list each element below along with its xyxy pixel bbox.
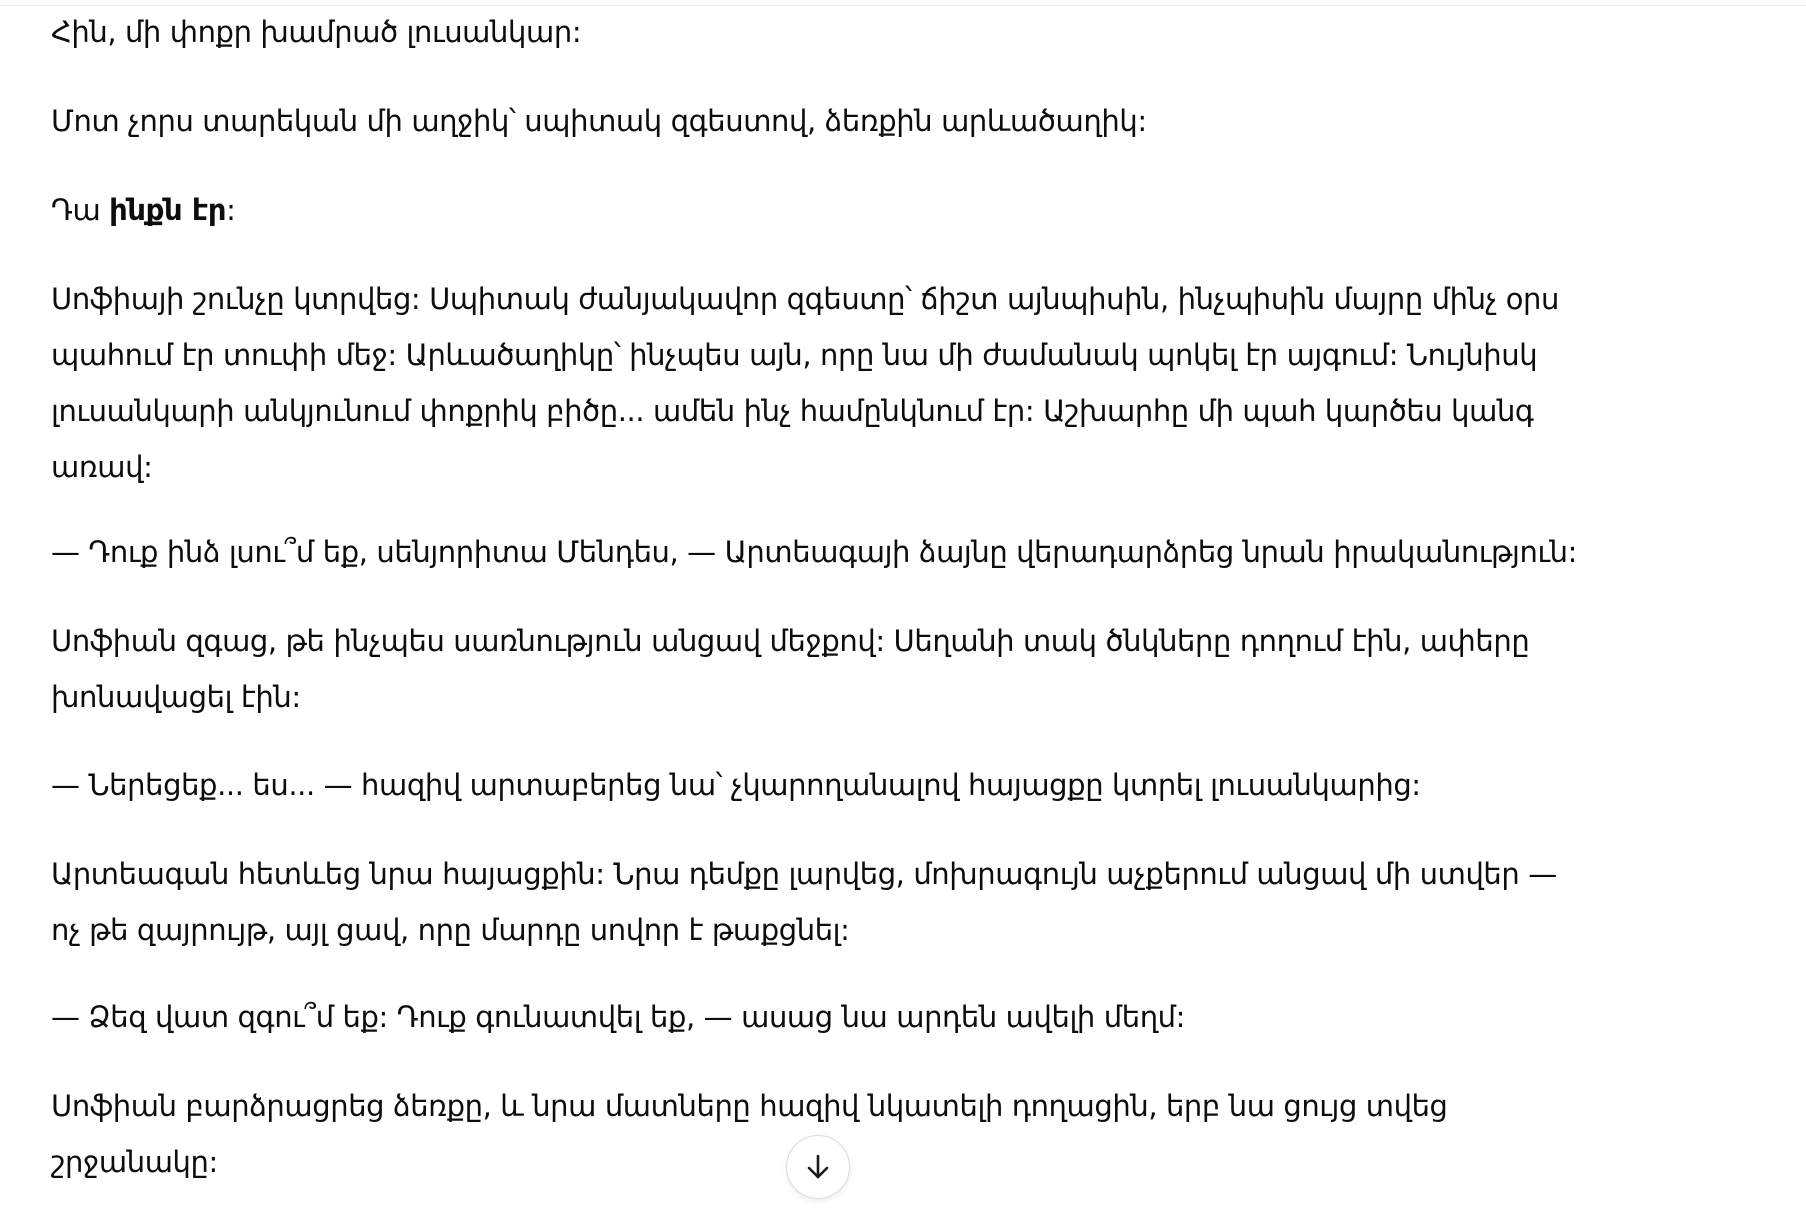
- paragraph-3-suffix: :: [226, 193, 236, 227]
- paragraph-10: [51, 1078, 1448, 1190]
- paragraph-4-line: առավ:: [51, 450, 153, 484]
- paragraph-10-line: Սոֆիան բարձրացրեց ձեռքը, և նրա մատները հազիվ նկատելի դողացին, երբ նա ցույց տվեց: [51, 1089, 1448, 1123]
- paragraph-3-bold: ինքն էր: [109, 193, 227, 227]
- paragraph-7: — Ներեցեք... ես... — հազիվ արտաբերեց նա՝ չկարողանալով հայացքը կտրել լուսանկարից:: [51, 768, 1421, 802]
- paragraph-4-line: Սոֆիայի շունչը կտրվեց: Սպիտակ ժանյակավոր զգեստը՝ ճիշտ այնպիսին, ինչպիսին մայրը մինչ օրս: [51, 282, 1559, 316]
- paragraph-4-line: լուսանկարի անկյունում փոքրիկ բիծը... ամեն ինչ համընկնում էր: Աշխարհը մի պահ կարծես կանգ: [51, 394, 1534, 428]
- paragraph-4: [51, 271, 1559, 495]
- paragraph-3: [51, 182, 236, 238]
- paragraph-4-line: պահում էր տուփի մեջ: Արևածաղիկը՝ ինչպես այն, որը նա մի ժամանակ պոկել էր այգում: Նույնիսկ: [51, 338, 1538, 372]
- paragraph-8: [51, 846, 1557, 958]
- paragraph-2: Մոտ չորս տարեկան մի աղջիկ՝ սպիտակ զգեստով, ձեռքին արևածաղիկ:: [51, 104, 1147, 138]
- paragraph-6-line: խոնավացել էին:: [51, 680, 301, 714]
- paragraph-6: [51, 613, 1529, 725]
- paragraph-10-line: շրջանակը:: [51, 1145, 218, 1179]
- paragraph-3-prefix: Դա: [51, 193, 110, 227]
- paragraph-9: — Ձեզ վատ զգու՞մ եք: Դուք գունատվել եք, — ասաց նա արդեն ավելի մեղմ:: [51, 1000, 1186, 1034]
- paragraph-6-line: Սոֆիան զգաց, թե ինչպես սառնություն անցավ մեջքով: Սեղանի տակ ծնկները դողում էին, ափերը: [51, 624, 1530, 658]
- paragraph-5: — Դուք ինձ լսու՞մ եք, սենյորիտա Մենդես, — Արտեագայի ձայնը վերադարձրեց նրան իրականություն:: [51, 535, 1578, 569]
- paragraph-8-line: Արտեագան հետևեց նրա հայացքին: Նրա դեմքը լարվեց, մոխրագույն աչքերում անցավ մի ստվեր —: [51, 857, 1557, 891]
- scroll-to-bottom-button[interactable]: [786, 1135, 850, 1199]
- paragraph-1: Հին, մի փոքր խամրած լուսանկար:: [51, 15, 582, 49]
- arrow-down-icon: [802, 1151, 834, 1183]
- paragraph-8-line: ոչ թե զայրույթ, այլ ցավ, որը մարդը սովոր է թաքցնել:: [51, 913, 850, 947]
